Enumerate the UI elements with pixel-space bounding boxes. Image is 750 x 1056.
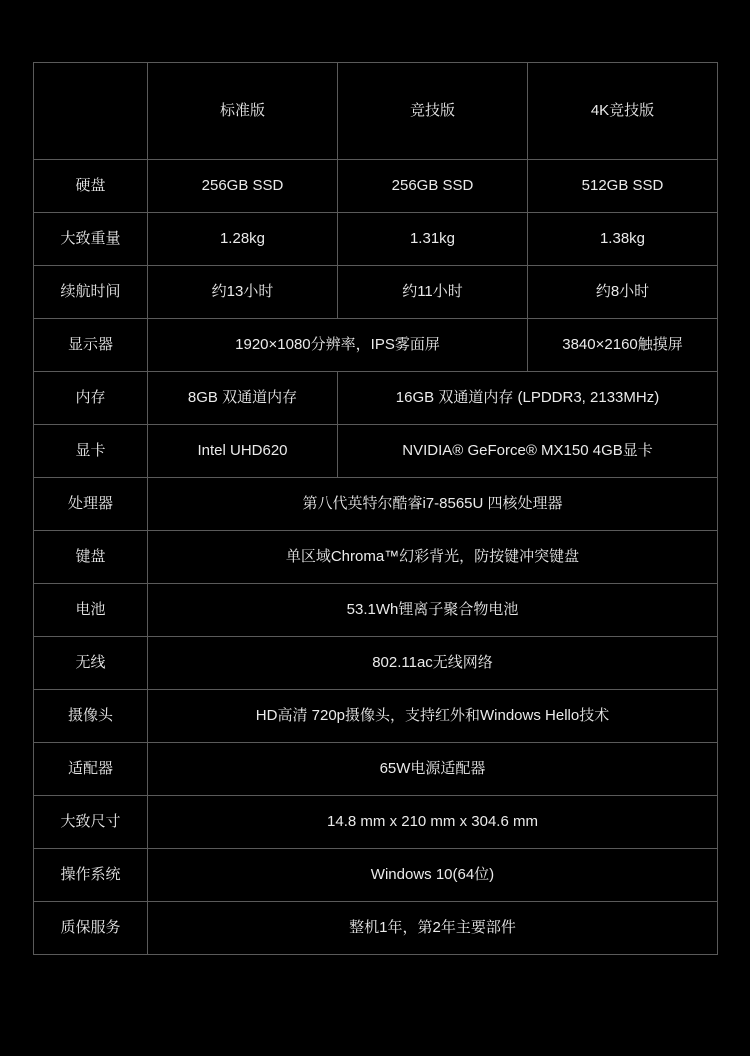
row-label: 大致重量 bbox=[34, 213, 148, 266]
row-value-cell: 8GB 双通道内存 bbox=[148, 372, 338, 425]
row-value-cell: NVIDIA® GeForce® MX150 4GB显卡 bbox=[338, 425, 718, 478]
table-row bbox=[34, 531, 718, 584]
row-value-cell: 整机1年，第2年主要部件 bbox=[148, 902, 718, 955]
table-row bbox=[34, 372, 718, 425]
table-row bbox=[34, 319, 718, 372]
table-row bbox=[34, 743, 718, 796]
row-value-cell: HD高清 720p摄像头，支持红外和Windows Hello技术 bbox=[148, 690, 718, 743]
row-label: 大致尺寸 bbox=[34, 796, 148, 849]
row-label: 操作系统 bbox=[34, 849, 148, 902]
table-row bbox=[34, 425, 718, 478]
row-value-cell: 14.8 mm x 210 mm x 304.6 mm bbox=[148, 796, 718, 849]
row-value-cell: 约8小时 bbox=[528, 266, 718, 319]
header-cell-4k-competitive: 4K竞技版 bbox=[528, 63, 718, 160]
row-label: 键盘 bbox=[34, 531, 148, 584]
header-cell-standard: 标准版 bbox=[148, 63, 338, 160]
table-row bbox=[34, 160, 718, 213]
row-value-cell: 约13小时 bbox=[148, 266, 338, 319]
row-label: 适配器 bbox=[34, 743, 148, 796]
table-body bbox=[34, 63, 718, 955]
header-cell-competitive: 竞技版 bbox=[338, 63, 528, 160]
table-row bbox=[34, 213, 718, 266]
table-row bbox=[34, 902, 718, 955]
row-label: 无线 bbox=[34, 637, 148, 690]
row-value-cell: Intel UHD620 bbox=[148, 425, 338, 478]
row-label: 续航时间 bbox=[34, 266, 148, 319]
table-row bbox=[34, 478, 718, 531]
table-row bbox=[34, 796, 718, 849]
row-value-cell: 65W电源适配器 bbox=[148, 743, 718, 796]
row-label: 质保服务 bbox=[34, 902, 148, 955]
table-row bbox=[34, 849, 718, 902]
row-value-cell: 3840×2160触摸屏 bbox=[528, 319, 718, 372]
row-label: 显卡 bbox=[34, 425, 148, 478]
row-value-cell: 256GB SSD bbox=[148, 160, 338, 213]
row-value-cell: 单区域Chroma™幻彩背光，防按键冲突键盘 bbox=[148, 531, 718, 584]
table-row bbox=[34, 266, 718, 319]
row-value-cell: 1.28kg bbox=[148, 213, 338, 266]
table-header-row bbox=[34, 63, 718, 160]
row-label: 摄像头 bbox=[34, 690, 148, 743]
table-row bbox=[34, 637, 718, 690]
row-value-cell: 802.11ac无线网络 bbox=[148, 637, 718, 690]
row-value-cell: Windows 10(64位) bbox=[148, 849, 718, 902]
table-row bbox=[34, 690, 718, 743]
row-label: 处理器 bbox=[34, 478, 148, 531]
row-value-cell: 53.1Wh锂离子聚合物电池 bbox=[148, 584, 718, 637]
specification-table bbox=[33, 62, 718, 955]
header-cell-corner bbox=[34, 63, 148, 160]
row-value-cell: 256GB SSD bbox=[338, 160, 528, 213]
table-row bbox=[34, 584, 718, 637]
row-value-cell: 1.38kg bbox=[528, 213, 718, 266]
row-label: 显示器 bbox=[34, 319, 148, 372]
row-value-cell: 约11小时 bbox=[338, 266, 528, 319]
row-label: 电池 bbox=[34, 584, 148, 637]
row-value-cell: 第八代英特尔酷睿i7-8565U 四核处理器 bbox=[148, 478, 718, 531]
row-value-cell: 1920×1080分辨率，IPS雾面屏 bbox=[148, 319, 528, 372]
row-label: 硬盘 bbox=[34, 160, 148, 213]
row-label: 内存 bbox=[34, 372, 148, 425]
row-value-cell: 512GB SSD bbox=[528, 160, 718, 213]
row-value-cell: 1.31kg bbox=[338, 213, 528, 266]
row-value-cell: 16GB 双通道内存 (LPDDR3, 2133MHz) bbox=[338, 372, 718, 425]
